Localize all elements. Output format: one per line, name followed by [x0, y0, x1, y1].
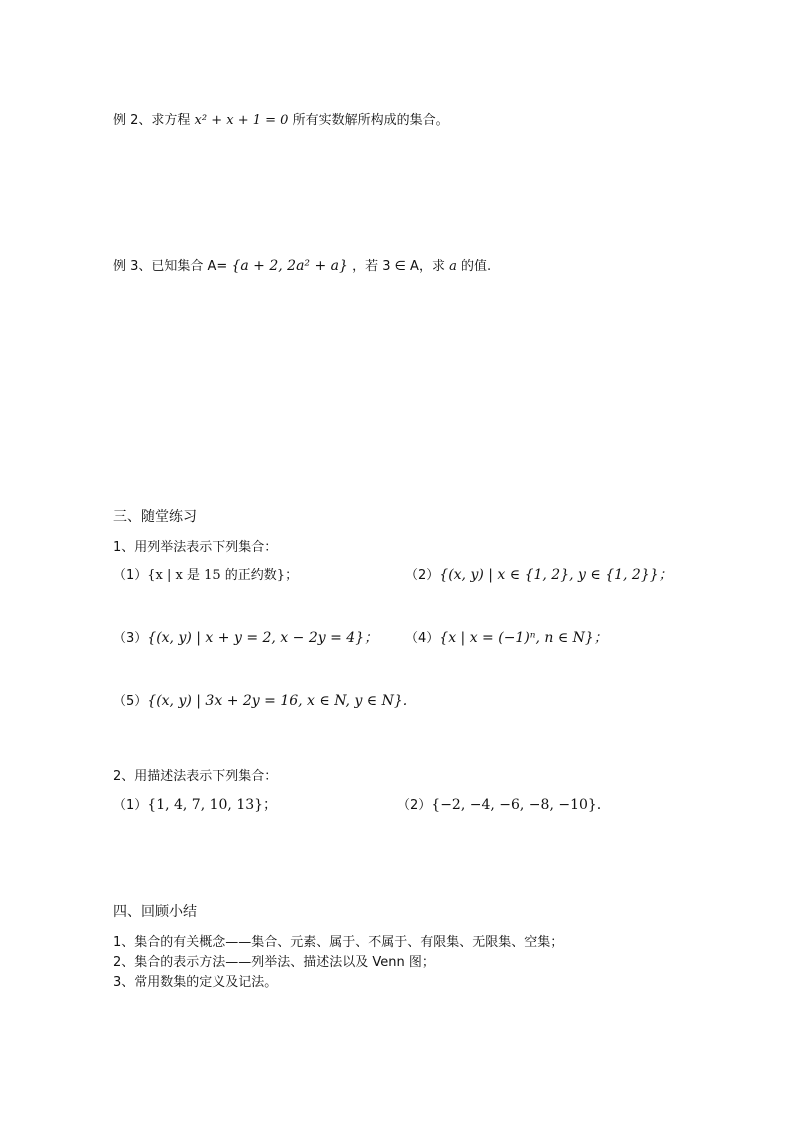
q1-item-5-content: {(x, y) | 3x + 2y = 16, x ∈ N, y ∈ N}. — [147, 693, 408, 709]
example-3-suffix: 的值. — [461, 259, 492, 274]
q2-item-2-num: （2） — [397, 798, 432, 813]
q1-item-1 — [113, 564, 298, 583]
q1-item-2 — [405, 564, 673, 584]
example-3-set: {a + 2, 2a² + a} — [231, 258, 348, 274]
q1-item-4 — [405, 627, 608, 647]
example-2-suffix: 所有实数解所构成的集合。 — [292, 113, 449, 128]
q2-item-1 — [113, 794, 277, 814]
q2-item-2-content: {−2, −4, −6, −8, −10}. — [431, 797, 602, 813]
example-2-label: 例 2、求方程 — [113, 113, 191, 128]
example-3-label: 例 3、已知集合 A= — [113, 259, 228, 274]
example-3 — [113, 255, 491, 274]
q1-item-2-content: {(x, y) | x ∈ {1, 2}, y ∈ {1, 2}}； — [439, 567, 673, 583]
summary-line-3: 3、常用数集的定义及记法。 — [113, 975, 278, 990]
q2-item-1-num: （1） — [113, 798, 148, 813]
section-3-title: 三、随堂练习 — [113, 509, 197, 525]
q1-item-3-content: {(x, y) | x + y = 2, x − 2y = 4}； — [147, 630, 379, 646]
summary-line-2: 2、集合的表示方法——列举法、描述法以及 Venn 图； — [113, 955, 435, 970]
example-2 — [113, 109, 449, 128]
summary-line-1: 1、集合的有关概念——集合、元素、属于、不属于、有限集、无限集、空集； — [113, 935, 564, 950]
q1-item-4-num: （4） — [405, 631, 440, 646]
q1-item-4-content: {x | x = (−1)ⁿ, n ∈ N}； — [439, 630, 608, 646]
q1-item-1-content: {x | x 是 15 的正约数}； — [147, 568, 299, 583]
q1-item-3 — [113, 627, 378, 647]
example-3-mid: ，若 3 ∈ A，求 — [352, 259, 445, 274]
q1-title: 1、用列举法表示下列集合： — [113, 540, 278, 555]
q2-item-2 — [397, 794, 601, 813]
q1-item-2-num: （2） — [405, 568, 440, 583]
example-3-var: a — [449, 259, 457, 274]
q2-title: 2、用描述法表示下列集合： — [113, 769, 278, 784]
example-2-equation: x² + x + 1 = 0 — [194, 113, 289, 128]
q1-item-1-num: （1） — [113, 568, 148, 583]
q1-item-3-num: （3） — [113, 631, 148, 646]
section-4-title: 四、回顾小结 — [113, 904, 197, 920]
q2-item-1-content: {1, 4, 7, 10, 13}； — [147, 797, 278, 813]
q1-item-5-num: （5） — [113, 694, 148, 709]
q1-item-5 — [113, 690, 407, 709]
